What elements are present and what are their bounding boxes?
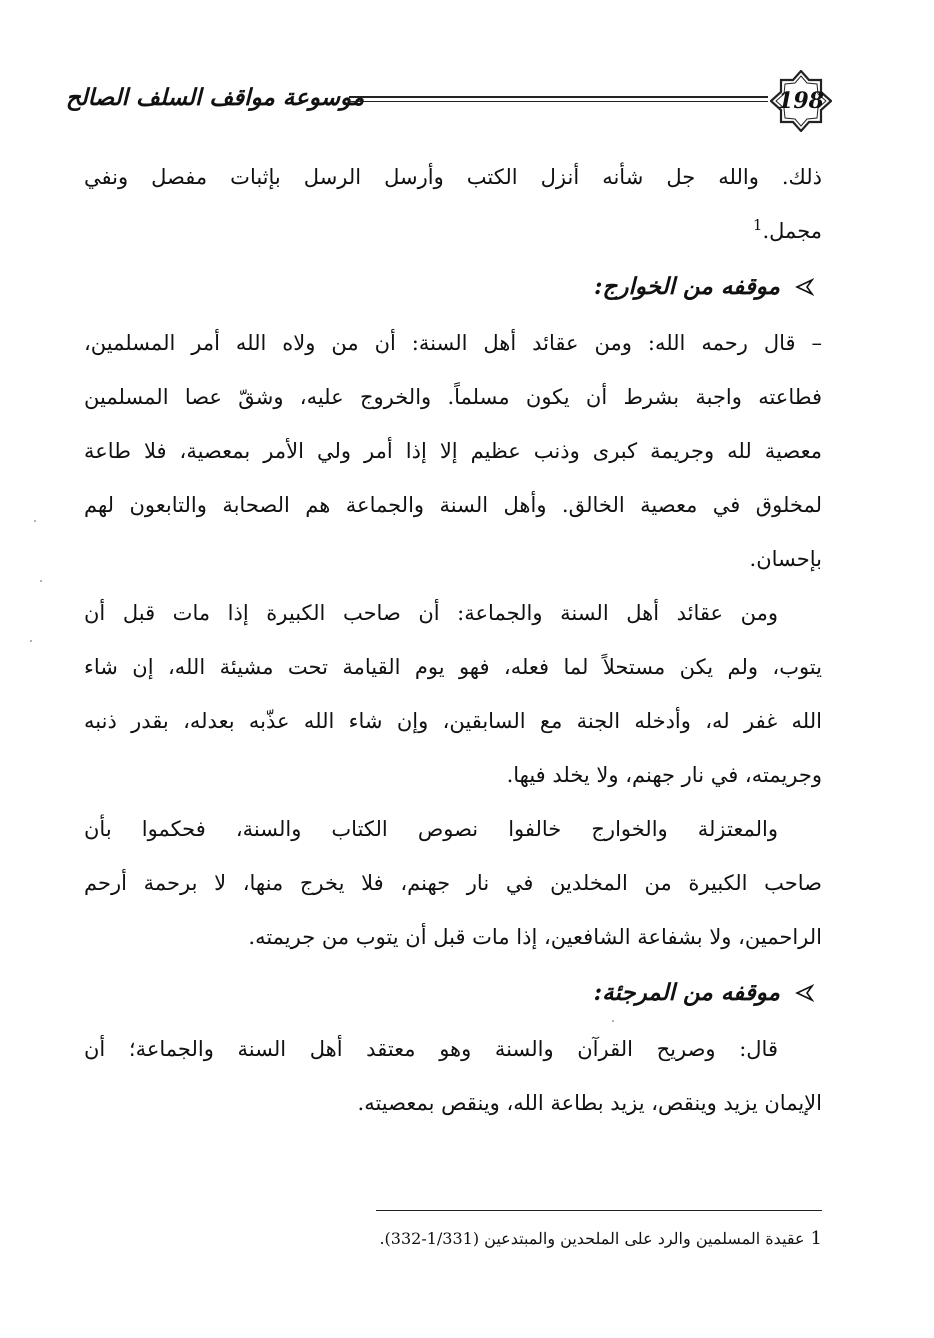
- text-line: الإيمان يزيد وينقص، يزيد بطاعة الله، وينقص بمعصيته.: [357, 1091, 822, 1115]
- paragraph: [84, 802, 822, 964]
- section-heading: [84, 964, 822, 1022]
- page-number: 198: [778, 88, 824, 114]
- text-line: بإحسان.: [749, 547, 822, 571]
- header-rule-thin: [349, 101, 768, 102]
- text-line: – قال رحمه الله: ومن عقائد أهل السنة: أن من ولاه الله أمر المسلمين،: [84, 331, 822, 355]
- header-rule: [349, 96, 768, 98]
- text-line: ومن عقائد أهل السنة والجماعة: أن صاحب الكبيرة إذا مات قبل أن: [84, 601, 778, 625]
- page-number-badge: [770, 70, 832, 132]
- footnote-text: عقيدة المسلمين والرد على الملحدين والمبتدعين (1/331-332).: [379, 1229, 805, 1248]
- section-heading-text: موقفه من الخوارج:: [594, 273, 780, 300]
- scan-speck: [34, 520, 36, 522]
- text-line: صاحب الكبيرة من المخلدين في نار جهنم، فلا يخرج منها، لا برحمة أرحم: [84, 871, 822, 895]
- text-line: الله غفر له، وأدخله الجنة مع السابقين، وإن شاء الله عذّبه بعدله، بقدر ذنبه: [84, 709, 822, 733]
- page-body: [84, 150, 822, 1130]
- footnote-separator: [376, 1210, 822, 1211]
- arrow-bullet-icon: [794, 983, 814, 1003]
- text-line: وجريمته، في نار جهنم، ولا يخلد فيها.: [506, 763, 822, 787]
- text-line: ذلك. والله جل شأنه أنزل الكتب وأرسل الرسل بإثبات مفصل ونفي: [84, 165, 822, 189]
- scan-speck: [30, 640, 32, 642]
- scan-speck: [612, 1020, 614, 1022]
- text-line: فطاعته واجبة بشرط أن يكون مسلماً. والخروج عليه، وشقّ عصا المسلمين: [84, 385, 822, 409]
- text-line: يتوب، ولم يكن مستحلاً لما فعله، فهو يوم القيامة تحت مشيئة الله، إن شاء: [84, 655, 822, 679]
- footnote: [300, 1226, 822, 1252]
- text-line: والمعتزلة والخوارج خالفوا نصوص الكتاب والسنة، فحكموا بأن: [84, 817, 778, 841]
- text-line: الراحمين، ولا بشفاعة الشافعين، إذا مات قبل أن يتوب من جريمته.: [248, 925, 822, 949]
- section-heading-text: موقفه من المرجئة:: [593, 979, 780, 1006]
- text-line: قال: وصريح القرآن والسنة وهو معتقد أهل السنة والجماعة؛ أن: [84, 1037, 778, 1061]
- paragraph: [84, 316, 822, 586]
- arrow-bullet-icon: [794, 277, 814, 297]
- paragraph: [84, 1022, 822, 1130]
- paragraph: [84, 586, 822, 802]
- header-title: موسوعة مواقف السلف الصالح: [65, 83, 365, 111]
- footnote-number: 1: [810, 1228, 822, 1249]
- text-line: لمخلوق في معصية الخالق. وأهل السنة والجماعة هم الصحابة والتابعون لهم: [84, 493, 822, 517]
- text-line-with-footnote: [84, 204, 822, 258]
- page-header: [65, 70, 836, 140]
- section-heading: [84, 258, 822, 316]
- paragraph: [84, 150, 822, 258]
- text-line: معصية لله وجريمة كبرى وذنب عظيم إلا إذا أمر ولي الأمر بمعصية، فلا طاعة: [84, 439, 822, 463]
- text-line: مجمل.: [762, 219, 822, 243]
- footnote-reference[interactable]: 1: [752, 216, 763, 234]
- scan-speck: [40, 580, 42, 582]
